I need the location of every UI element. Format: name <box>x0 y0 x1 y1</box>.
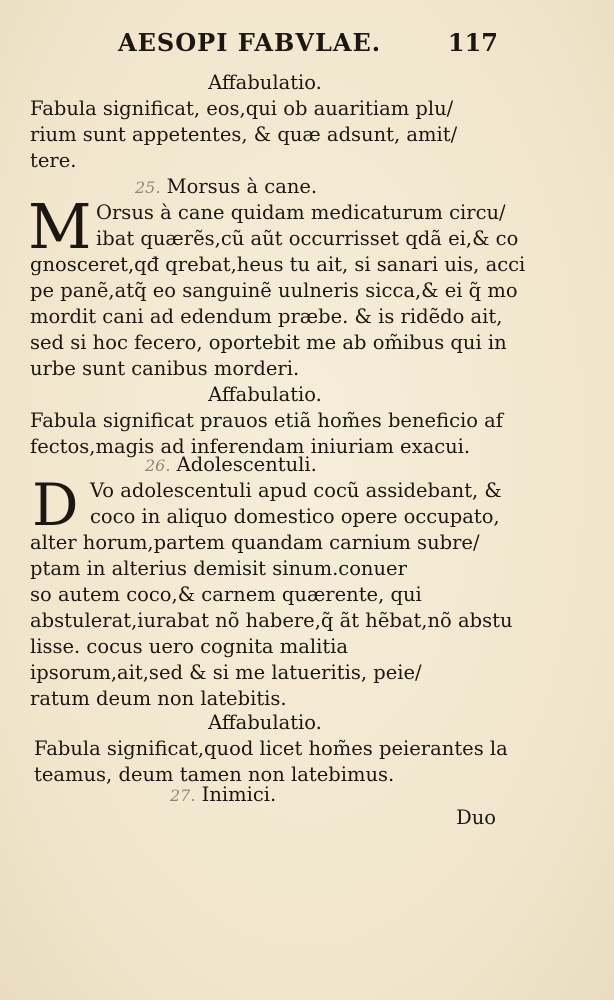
text-line: coco in aliquo domestico opere occupato, <box>90 505 500 528</box>
moral-heading: Affabulatio. <box>208 711 322 734</box>
text-line: lisse. cocus uero cognita malitia <box>30 635 349 658</box>
fable-title-line <box>170 782 276 809</box>
text-line: Vo adolescentuli apud cocũ assidebant, & <box>90 479 502 502</box>
text-line: mordit cani ad edendum præbe. & is ridẽdo ait, <box>30 305 503 328</box>
text-line: fectos,magis ad inferendam iniuriam exacui. <box>30 435 471 458</box>
fable-title: Adolescentuli. <box>176 453 317 476</box>
marginal-number: 27. <box>170 786 196 805</box>
moral-heading: Affabulatio. <box>208 71 322 94</box>
text-line: so autem coco,& carnem quærente, qui <box>30 583 422 606</box>
marginal-number: 25. <box>135 178 161 197</box>
fable-title-line <box>135 174 317 201</box>
text-line: alter horum,partem quandam carnium subre/ <box>30 531 480 554</box>
running-title: AESOPI FABVLAE. <box>118 28 382 57</box>
page-number: 117 <box>447 28 498 57</box>
text-line: Fabula significat prauos etiã hom̃es beneficio af <box>30 409 504 432</box>
text-line: ratum deum non latebitis. <box>30 687 287 710</box>
fable-title: Morsus à cane. <box>166 175 318 198</box>
text-line: abstulerat,iurabat nõ habere,q̃ ãt hẽbat,nõ abstu <box>30 609 513 632</box>
text-line: rium sunt appetentes, & quæ adsunt, amit/ <box>30 123 458 146</box>
text-line: Fabula significat,quod licet hom̃es peierantes la <box>34 737 508 760</box>
fable-title-line <box>145 452 317 479</box>
text-line: ipsorum,ait,sed & si me latueritis, peie/ <box>30 661 422 684</box>
text-line: ptam in alterius demisit sinum.conuer <box>30 557 407 580</box>
text-line: pe panẽ,atq̃ eo sanguinẽ uulneris sicca,& ei q̃ mo <box>30 279 518 302</box>
text-line: gnosceret,qđ qrebat,heus tu ait, si sanari uis, acci <box>30 253 526 276</box>
text-line: Orsus à cane quidam medicaturum circu/ <box>96 201 506 224</box>
text-line: sed si hoc fecero, oportebit me ab om̃ibus qui in <box>30 331 507 354</box>
marginal-number: 26. <box>145 456 171 475</box>
moral-heading: Affabulatio. <box>208 383 322 406</box>
catchword: Duo <box>456 806 496 829</box>
fable-title: Inimici. <box>201 783 277 806</box>
text-line: ibat quærẽs,cũ aũt occurrisset qdã ei,& co <box>96 227 519 250</box>
text-line: urbe sunt canibus morderi. <box>30 357 300 380</box>
text-line: tere. <box>30 149 77 172</box>
drop-capital: M <box>28 190 92 263</box>
text-line: teamus, deum tamen non latebimus. <box>34 763 395 786</box>
drop-capital: D <box>32 471 79 539</box>
text-line: Fabula significat, eos,qui ob auaritiam plu/ <box>30 97 454 120</box>
page-header <box>118 28 498 62</box>
